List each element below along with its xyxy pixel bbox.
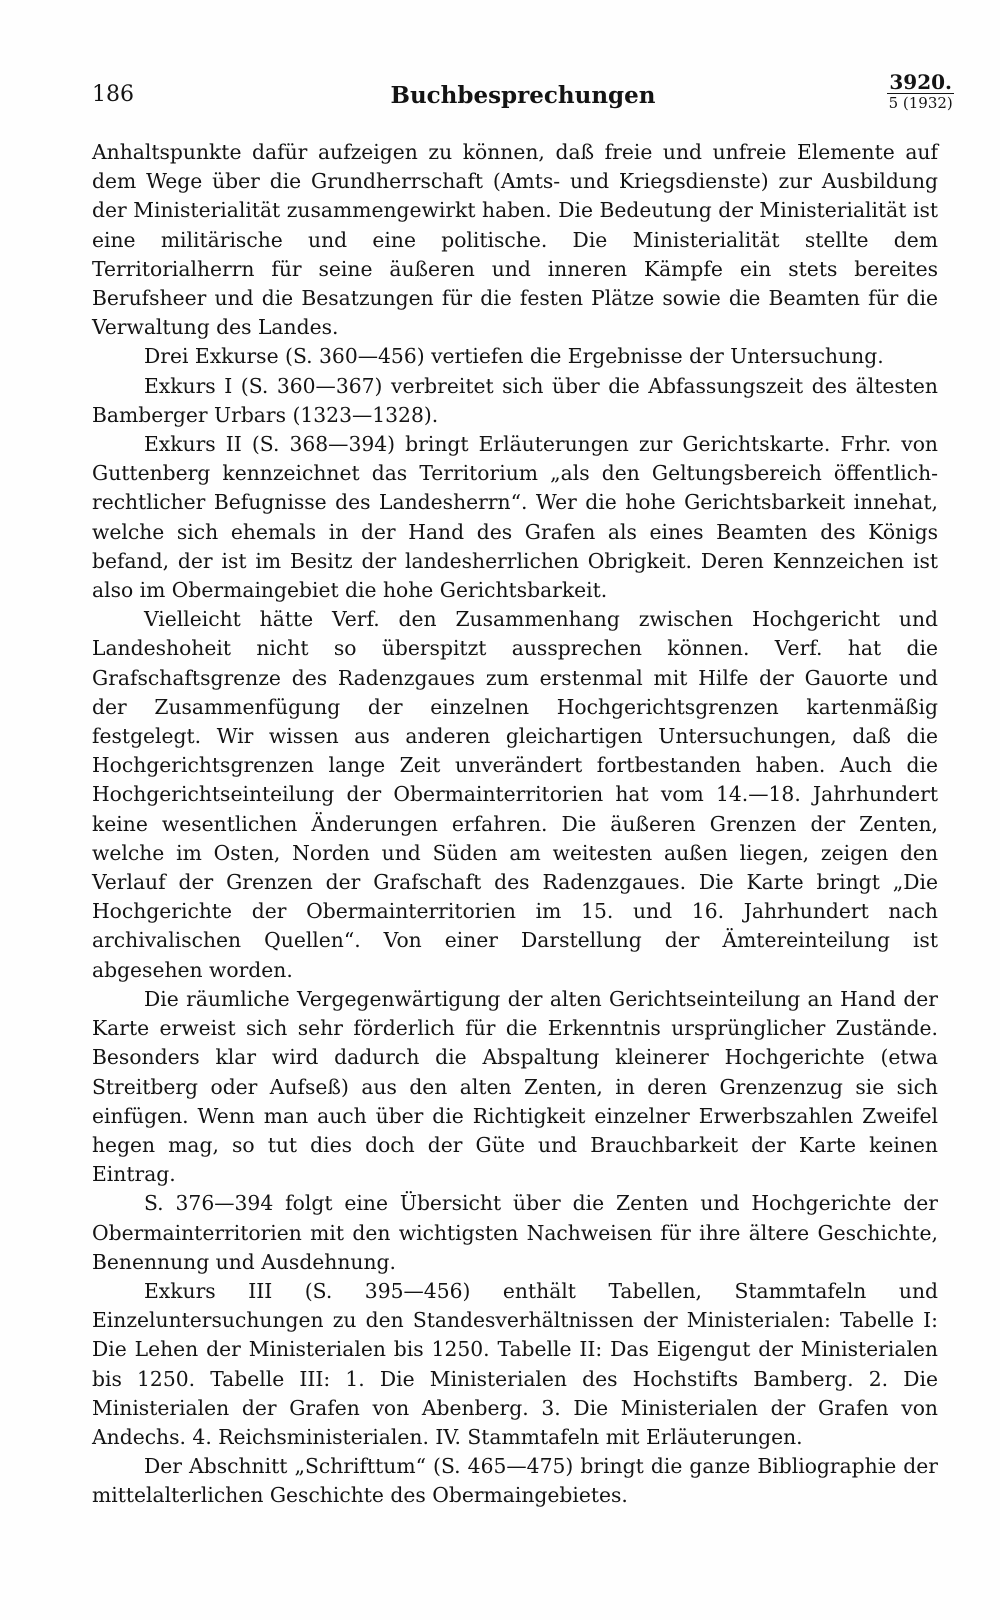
volume-number: 3920. xyxy=(889,70,952,94)
paragraph-bibliography: Der Abschnitt „Schrifttum“ (S. 465—475) bringt die ganze Bibliographie der mittelalterlichen Geschichte des Obermaingebietes. xyxy=(92,1454,938,1508)
paragraph-excursus-2: Exkurs II (S. 368—394) bringt Erläuterungen zur Gerichtskarte. Frhr. von Guttenberg kennzeichnet das Territorium „als den Geltungsbereich öffentlich-rechtlicher Befugnisse des Landesherrn“. Wer die hohe Gerichtsbarkeit innehat, welche sich ehemals in der Hand des Grafen als eines Beamten des Königs befand, der ist im Besitz der landesherrlichen Obrigkeit. Deren Kennzeichen ist also im Obermaingebiet die hohe Gerichtsbarkeit. xyxy=(92,432,938,603)
paragraph-zent-overview: S. 376—394 folgt eine Übersicht über die Zenten und Hochgerichte der Obermainterritorien mit den wichtigsten Nachweisen für ihre ältere Geschichte, Benennung und Ausdehnung. xyxy=(92,1191,938,1274)
paragraph-excursus-1: Exkurs I (S. 360—367) verbreitet sich über die Abfassungszeit des ältesten Bamberger Urbars (1323—1328). xyxy=(92,373,938,427)
paragraph-map-value: Die räumliche Vergegenwärtigung der alten Gerichtseinteilung an Hand der Karte erweist sich sehr förderlich für die Erkenntnis ursprünglicher Zustände. Besonders klar wird dadurch die Abspaltung kleinerer Hochgerichte (etwa Streitberg oder Aufseß) aus den alten Zenten, in deren Grenzenzug sie sich einfügen. Wenn man auch über die Richtigkeit einzelner Erwerbszahlen Zweifel hegen mag, so tut dies doch der Güte und Brauchbarkeit der Karte keinen Eintrag. xyxy=(92,986,938,1187)
paragraph-excursus-overview: Drei Exkurse (S. 360—456) vertiefen die Ergebnisse der Untersuchung. xyxy=(144,344,884,369)
page-number: 186 xyxy=(92,82,134,107)
review-text xyxy=(92,138,938,1511)
paragraph-ministeriality-origin: Anhaltspunkte dafür aufzeigen zu können, daß freie und unfreie Elemente auf dem Wege über die Grundherrschaft (Amts- und Kriegsdienste) zur Ausbildung der Ministerialität zusammengewirkt haben. Die Bedeutung der Ministerialität ist eine militärische und eine politische. Die Ministerialität stellte dem Territorialherrn für seine äußeren und inneren Kämpfe ein stets bereites Berufsheer und die Besatzungen für die festen Plätze sowie die Beamten für die Verwaltung des Landes. xyxy=(92,140,938,340)
issue-year: 5 (1932) xyxy=(888,94,953,112)
paragraph-critique: Vielleicht hätte Verf. den Zusammenhang zwischen Hochgericht und Landeshoheit nicht so überspitzt aussprechen können. Verf. hat die Grafschaftsgrenze des Radenzgaues zum erstenmal mit Hilfe der Gauorte und der Zusammenfügung der einzelnen Hochgerichtsgrenzen kartenmäßig festgelegt. Wir wissen aus anderen gleichartigen Untersuchungen, daß die Hochgerichtsgrenzen lange Zeit unverändert fortbestanden haben. Auch die Hochgerichtseinteilung der Obermainterritorien hat vom 14.—18. Jahrhundert keine wesentlichen Änderungen erfahren. Die äußeren Grenzen der Zenten, welche im Osten, Norden und Süden am weitesten außen liegen, zeigen den Verlauf der Grenzen der Grafschaft des Radenzgaues. Die Karte bringt „Die Hochgerichte der Obermainterritorien im 15. und 16. Jahrhundert nach archivalischen Quellen“. Von einer Darstellung der Ämtereinteilung ist abgesehen worden. xyxy=(92,607,938,982)
journal-reference xyxy=(887,72,954,111)
running-title: Buchbesprechungen xyxy=(390,82,656,109)
page-header xyxy=(92,72,954,122)
paragraph-excursus-3: Exkurs III (S. 395—456) enthält Tabellen, Stammtafeln und Einzeluntersuchungen zu den Standesverhältnissen der Ministerialen: Tabelle I: Die Lehen der Ministerialen bis 1250. Tabelle II: Das Eigengut der Ministerialen bis 1250. Tabelle III: 1. Die Ministerialen des Hochstifts Bamberg. 2. Die Ministerialen der Grafen von Abenberg. 3. Die Ministerialen der Grafen von Andechs. 4. Reichsministerialen. IV. Stammtafeln mit Erläuterungen. xyxy=(92,1278,938,1449)
